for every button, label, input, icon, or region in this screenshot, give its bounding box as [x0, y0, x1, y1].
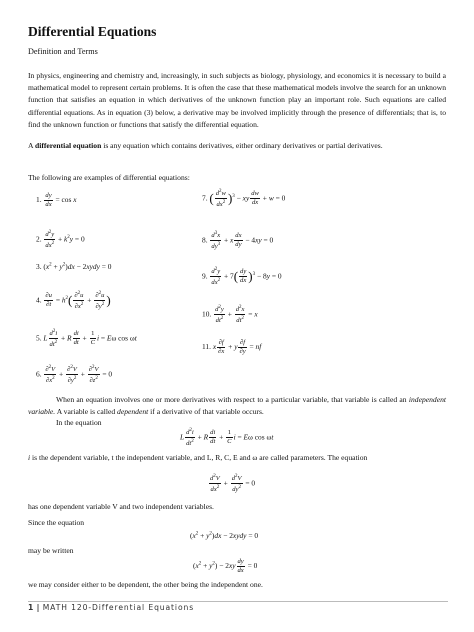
- definition-paragraph: [28, 140, 446, 152]
- page-footer: [28, 603, 194, 612]
- variables-text-1: When an equation involves one or more derivatives with respect to a particular variable, that variable is called an: [56, 395, 407, 404]
- equation-number: 3.: [36, 262, 42, 271]
- equation-8: 8. $\frac{d^3x}{dy^3}$ + x $\frac{dx}{dy}$ − 4xy = 0: [202, 231, 274, 251]
- variables-paragraph: [28, 394, 446, 418]
- equation-7: 7. ( $\frac{d^2w}{dx^2}$ )$^3$ − xy $\frac{dw}{dx}$ + w = 0: [202, 189, 286, 209]
- equation-11: 11. x $\frac{\partial f}{\partial x}$ + y $\frac{\partial f}{\partial y}$ = nf: [202, 339, 262, 355]
- equation-number: 2.: [36, 234, 42, 244]
- equation-number: 9.: [202, 271, 208, 281]
- footer-divider: [28, 601, 448, 602]
- examples-intro: The following are examples of differential equations:: [28, 173, 190, 182]
- variables-text-3: if a derivative of that variable occurs.: [150, 407, 264, 417]
- equation-5: 5. L $\frac{d^2i}{dt^2}$ + R $\frac{di}{dt}$ + $\frac{1}{C}$ i = Eω cos ωt: [36, 329, 137, 349]
- equation-number: 8.: [202, 235, 208, 245]
- equation-number: 10.: [202, 309, 212, 319]
- since-text: Since the equation: [28, 518, 85, 527]
- equation-number: 4.: [36, 295, 42, 305]
- rewritten-equation: $(x^2 + y^2) - 2xy$ $\frac{dy}{dx}$ = 0: [193, 558, 258, 574]
- section-heading: Definition and Terms: [28, 47, 98, 56]
- equation-10: 10. $\frac{d^2y}{dt^2}$ + $\frac{d^2x}{dt^2}$ = x: [202, 305, 258, 325]
- equation-6: 6. $\frac{\partial^2V}{\partial x^2}$ + $\frac{\partial^2V}{\partial y^2}$ + $\frac{\partial^2V}{\partial z^2}$ = 0: [36, 365, 113, 385]
- equation-number: 1.: [36, 195, 42, 205]
- footer-page-number: 1: [28, 603, 34, 612]
- consider-text: we may consider either to be dependent, the other being the independent one.: [28, 580, 263, 589]
- equation-number: 7.: [202, 193, 208, 203]
- equation-1: 1. $\frac{dy}{dx}$ = cos x: [36, 192, 77, 208]
- footer-course: MATH 120-Differential Equations: [42, 603, 195, 612]
- may-be-written-text: may be written: [28, 546, 74, 555]
- equation-9: 9. $\frac{d^2y}{dx^2}$ + 7( $\frac{dy}{dx}$ )$^3$ − 8y = 0: [202, 267, 282, 287]
- equation-2: 2. $\frac{d^2y}{dx^2}$ + $k^2y = 0$: [36, 230, 85, 250]
- parameters-text: is the dependent variable, t the independent variable, and L, R, C, E and ω are called parameters. The equation: [32, 453, 368, 462]
- circuit-equation: L $\frac{d^2i}{dt^2}$ + R $\frac{di}{dt}$ + $\frac{1}{C}$ i = Eω cos ωt: [180, 428, 274, 448]
- equation-4: 4. $\frac{\partial u}{\partial t}$ = $h^2$( $\frac{\partial^2u}{\partial x^2}$ + $\frac{\partial^2u}{\partial y^2}$ ): [36, 291, 111, 311]
- one-dependent-text: has one dependent variable V and two independent variables.: [28, 502, 214, 511]
- page-title: Differential Equations: [28, 24, 157, 39]
- definition-term: differential equation: [34, 141, 102, 150]
- in-the-equation-label: In the equation: [56, 418, 102, 427]
- equation-3: 3. $(x^2 + y^2)dx$ − 2xydy = 0: [36, 262, 112, 271]
- dependent-term: dependent: [117, 407, 149, 417]
- equation-3-repeat: $(x^2 + y^2)dx$ − 2xydy = 0: [190, 531, 259, 540]
- definition-prefix: A: [28, 141, 34, 150]
- intro-paragraph: In physics, engineering and chemistry and, increasingly, in such subjects as biology, physiology, and economics it is necessary to build a mathematical model to represent certain problems. It is often the case that these mathematical models involve the search for an unknown function that satisfies an equation in which derivatives of the unknown function play an important role. Such equations are called differential equations. As in equation (3) below, a derivative may be involved implicitly through the presence of differentials; that is, to find the unknown function or functions that satisfy the differential equation.: [28, 71, 446, 129]
- equation-number: 11.: [202, 342, 211, 352]
- independent-variable-term: independent variable.: [28, 395, 446, 417]
- equation-number: 5.: [36, 333, 42, 343]
- laplace-2d-equation: $\frac{d^2V}{dx^2}$ + $\frac{d^2V}{dy^2}$ = 0: [210, 474, 256, 494]
- equation-number: 6.: [36, 369, 42, 379]
- footer-separator: |: [36, 603, 40, 612]
- definition-rest: is any equation which contains derivatives, either ordinary derivatives or partial derivatives.: [103, 141, 383, 150]
- parameters-paragraph: i is the dependent variable, t the independent variable, and L, R, C, E and ω are called parameters. The equation: [28, 453, 368, 462]
- variables-text-2: A variable is called: [56, 407, 116, 417]
